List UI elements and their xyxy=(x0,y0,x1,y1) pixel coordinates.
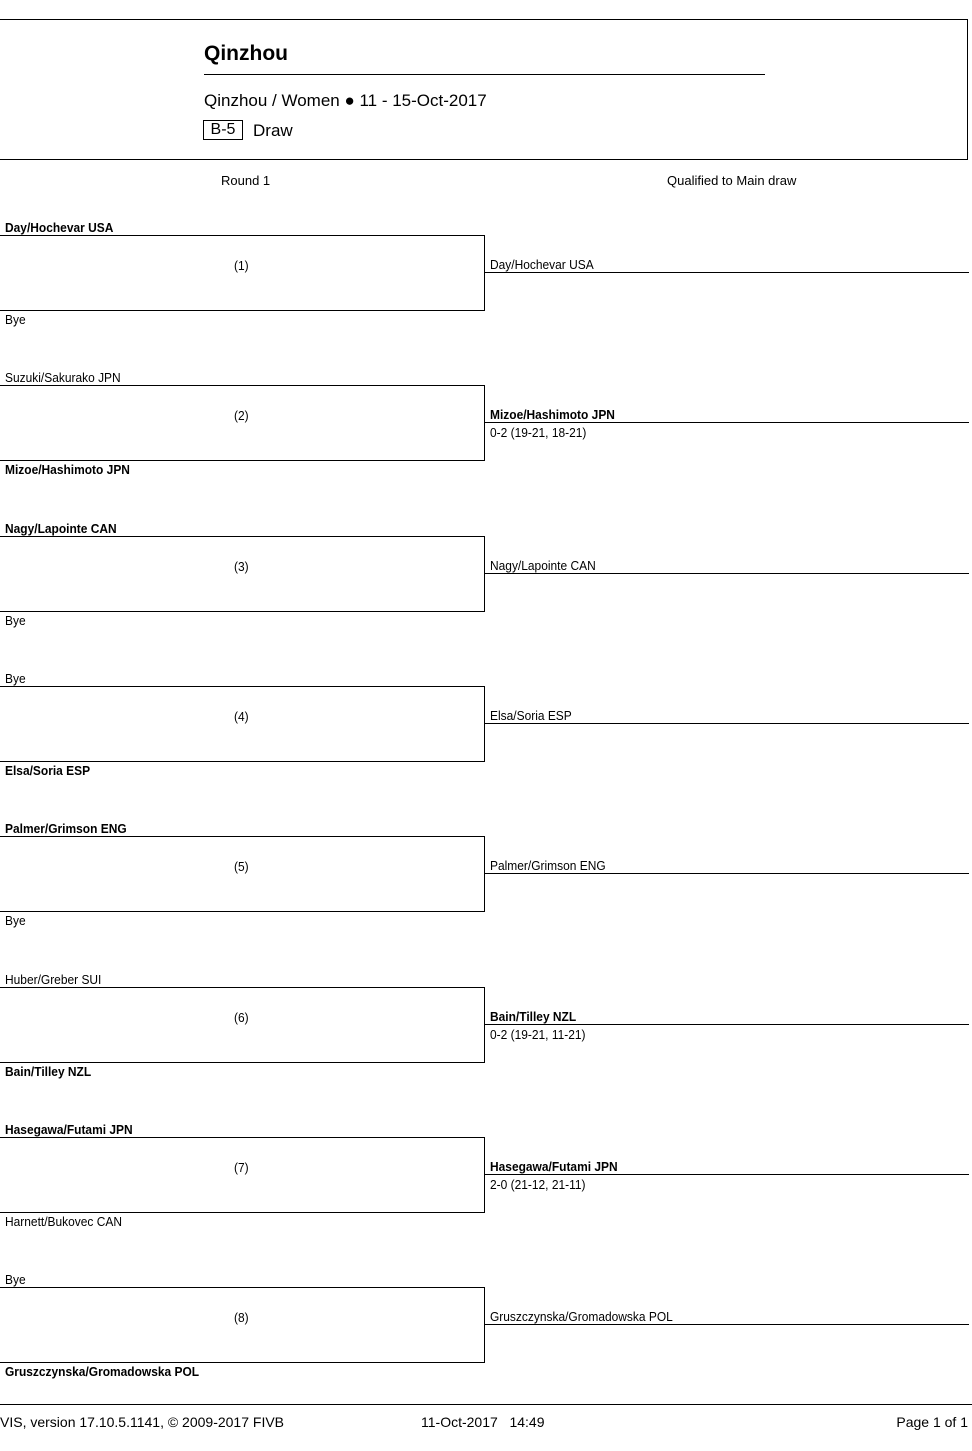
team-bottom: Bye xyxy=(5,913,26,928)
footer-divider xyxy=(0,1404,972,1405)
team-bottom: Elsa/Soria ESP xyxy=(5,763,91,778)
match-score: 2-0 (21-12, 21-11) xyxy=(490,1177,586,1192)
match-number: (8) xyxy=(234,1310,249,1325)
qualified-line xyxy=(485,422,969,423)
bracket-box xyxy=(0,1287,485,1363)
qualified-line xyxy=(485,573,969,574)
team-top: Huber/Greber SUI xyxy=(5,972,102,987)
footer-datetime: 11-Oct-2017 14:49 xyxy=(421,1414,545,1430)
qualified-team: Palmer/Grimson ENG xyxy=(490,858,606,873)
match-number: (4) xyxy=(234,709,249,724)
qualified-team: Mizoe/Hashimoto JPN xyxy=(490,407,615,422)
match-score: 0-2 (19-21, 11-21) xyxy=(490,1027,586,1042)
bracket-box xyxy=(0,385,485,461)
qualified-team: Gruszczynska/Gromadowska POL xyxy=(490,1309,673,1324)
match-number: (7) xyxy=(234,1160,249,1175)
draw-code-badge: B-5 xyxy=(203,120,243,140)
team-bottom: Bain/Tilley NZL xyxy=(5,1064,92,1079)
match-number: (1) xyxy=(234,258,249,273)
match-number: (6) xyxy=(234,1010,249,1025)
match-score: 0-2 (19-21, 18-21) xyxy=(490,425,587,440)
qualified-line xyxy=(485,272,969,273)
qualified-line xyxy=(485,723,969,724)
bracket-box xyxy=(0,686,485,762)
footer-page-number: Page 1 of 1 xyxy=(896,1414,968,1430)
qualified-team: Nagy/Lapointe CAN xyxy=(490,558,596,573)
qualified-column-header: Qualified to Main draw xyxy=(667,173,797,188)
bracket-box xyxy=(0,1137,485,1213)
bracket-box xyxy=(0,235,485,311)
team-top: Suzuki/Sakurako JPN xyxy=(5,370,121,385)
team-bottom: Bye xyxy=(5,613,26,628)
qualified-team: Bain/Tilley NZL xyxy=(490,1009,577,1024)
bracket-box xyxy=(0,836,485,912)
page-title: Qinzhou xyxy=(204,42,288,65)
bracket-box xyxy=(0,987,485,1063)
team-bottom: Mizoe/Hashimoto JPN xyxy=(5,462,130,477)
match-number: (3) xyxy=(234,559,249,574)
qualified-team: Hasegawa/Futami JPN xyxy=(490,1159,618,1174)
page-subtitle: Qinzhou / Women ● 11 - 15-Oct-2017 xyxy=(204,91,487,110)
team-bottom: Bye xyxy=(5,312,26,327)
qualified-team: Day/Hochevar USA xyxy=(490,257,594,272)
match-number: (5) xyxy=(234,859,249,874)
match-number: (2) xyxy=(234,408,249,423)
qualified-line xyxy=(485,1174,969,1175)
team-top: Bye xyxy=(5,1272,26,1287)
team-top: Palmer/Grimson ENG xyxy=(5,821,127,836)
team-top: Bye xyxy=(5,671,26,686)
team-top: Hasegawa/Futami JPN xyxy=(5,1122,133,1137)
qualified-team: Elsa/Soria ESP xyxy=(490,708,572,723)
draw-label: Draw xyxy=(253,121,293,140)
footer-version: VIS, version 17.10.5.1141, © 2009-2017 FIVB xyxy=(0,1414,285,1430)
team-bottom: Gruszczynska/Gromadowska POL xyxy=(5,1364,200,1379)
qualified-line xyxy=(485,1324,969,1325)
title-divider xyxy=(204,74,765,75)
team-bottom: Harnett/Bukovec CAN xyxy=(5,1214,122,1229)
qualified-line xyxy=(485,873,969,874)
header-box xyxy=(0,19,968,160)
qualified-line xyxy=(485,1024,969,1025)
bracket-box xyxy=(0,536,485,612)
team-top: Day/Hochevar USA xyxy=(5,220,114,235)
round-column-header: Round 1 xyxy=(221,173,271,188)
team-top: Nagy/Lapointe CAN xyxy=(5,521,117,536)
